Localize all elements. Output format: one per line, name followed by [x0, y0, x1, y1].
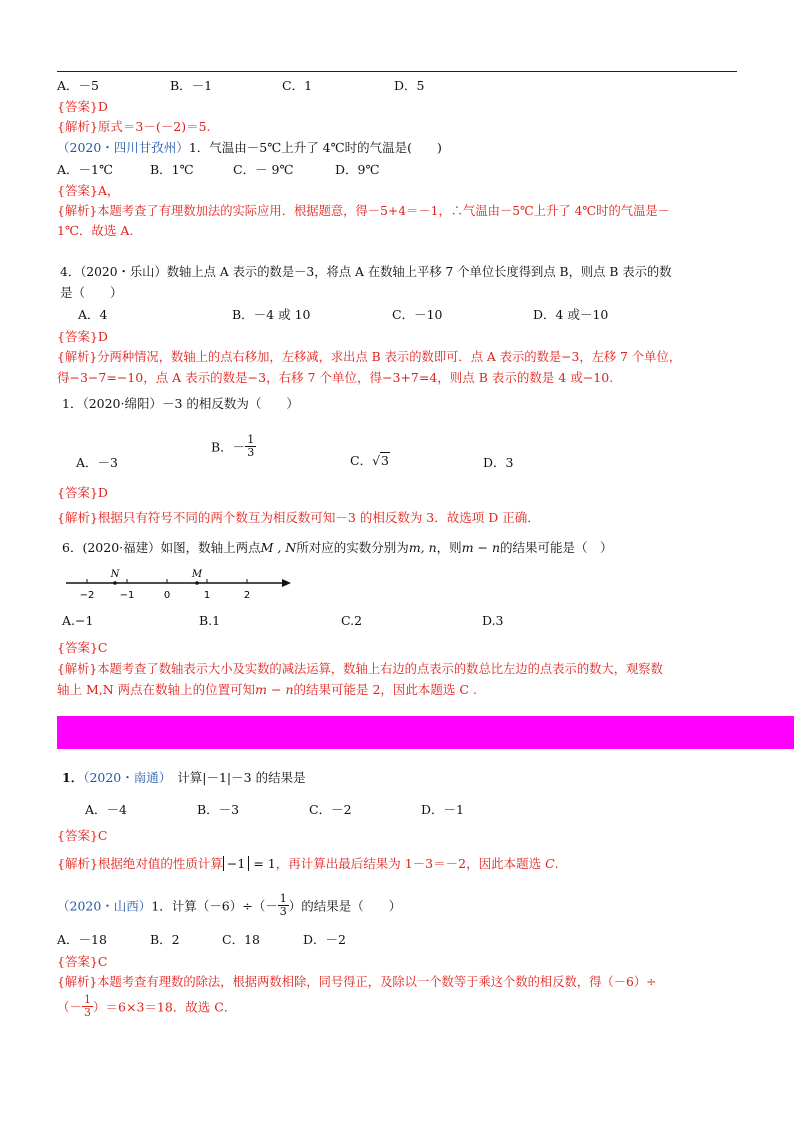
q5-option-d: D．－1	[421, 802, 464, 817]
q4-exp2-pre: 轴上 M,N 两点在数轴上的位置可知	[57, 682, 256, 697]
q2-option-d: D．4 或－10	[533, 307, 609, 322]
q6-fraction	[278, 893, 289, 918]
q4-exp2-expr: m − n	[255, 682, 294, 697]
q5-source: （2020・南通）	[83, 770, 172, 785]
q1-source: （2020・四川甘孜州）	[57, 140, 189, 155]
q2-explanation-line2: 得−3−7=−10，点 A 表示的数是−3，右移 7 个单位，得−3+7=4，则点 B 表示的数是 4 或−10.	[57, 370, 614, 385]
q4-number-line	[62, 566, 292, 602]
q5-exp-pre: {解析}根据绝对值的性质计算	[57, 856, 223, 871]
q0-answer: {答案}D	[57, 99, 108, 114]
q4-expr: m − n	[461, 540, 501, 555]
q3-answer: {答案}D	[57, 485, 108, 500]
q3-stem: 1．（2020·绵阳）－3 的相反数为（ ）	[62, 396, 299, 411]
q5-stem	[62, 768, 306, 786]
axis-tick-label: 1	[203, 590, 211, 601]
q1-answer: {答案}A，	[57, 183, 120, 198]
q1-stem-text: 1．气温由－5℃上升了 4℃时的气温是( )	[188, 140, 442, 155]
q4-option-a: A.−1	[62, 613, 94, 628]
axis-point-label: N	[110, 569, 120, 580]
q6-exp2-numerator: 1	[84, 993, 92, 1006]
q1-option-a: A．－1℃	[57, 162, 113, 177]
q3-option-d: D．3	[483, 455, 514, 470]
q6-answer: {答案}C	[57, 954, 108, 969]
q3-option-b-fraction	[245, 434, 256, 459]
q6-exp2-denominator: 3	[84, 1006, 92, 1019]
q3-option-b	[211, 434, 256, 459]
q3-radicand: 3	[381, 453, 389, 468]
q3-b-denominator: 3	[247, 446, 255, 459]
axis-tick-label: −1	[119, 590, 135, 601]
q6-option-d: D．－2	[303, 932, 346, 947]
q4-stem	[62, 538, 613, 556]
top-rule	[57, 71, 737, 72]
q3-option-c	[350, 451, 390, 469]
axis-arrow-icon	[282, 579, 291, 587]
q5-exp-c: C	[545, 856, 555, 871]
q1-explanation-line1: {解析}本题考查了有理数加法的实际应用．根据题意，得－5+4＝－1，∴气温由－5℃上升了 4℃时的气温是－	[57, 204, 670, 218]
q2-stem-line1: 4．（2020・乐山）数轴上点 A 表示的数是－3，将点 A 在数轴上平移 7 个单位长度得到点 B，则点 B 表示的数	[60, 265, 672, 279]
q6-exp2-end: ）＝6×3＝18．故选 C．	[93, 999, 237, 1015]
q2-option-c: C．－10	[392, 307, 443, 322]
q4-option-b: B.1	[199, 613, 221, 628]
q6-explanation-line1: {解析}本题考查有理数的除法，根据两数相除，同号得正，及除以一个数等于乘这个数的相反数，得（－6）÷	[57, 975, 657, 989]
q6-stem-pre: 1．计算（－6）÷（－	[151, 898, 278, 914]
q6-exp2-fraction	[82, 994, 93, 1019]
q5-number: 1．	[62, 770, 84, 785]
axis-point-M	[195, 581, 199, 585]
q4-explanation-line2	[57, 680, 477, 698]
section-divider-band	[57, 716, 794, 749]
q5-stem-text: 计算|－1|－3 的结果是	[177, 770, 306, 785]
q2-option-b: B．－4 或 10	[232, 307, 311, 322]
q6-exp2-pre: （－	[57, 999, 83, 1015]
q5-option-a: A．－4	[85, 802, 127, 817]
axis-point-N	[113, 581, 117, 585]
q3-sqrt: √3	[372, 453, 389, 468]
q2-explanation-line1: {解析}分两种情况，数轴上的点右移加，左移减，求出点 B 表示的数即可．点 A 表示的数是−3，左移 7 个单位，	[57, 350, 682, 364]
q5-explanation	[57, 854, 559, 872]
axis-tick-label: 0	[163, 590, 171, 601]
q3-explanation: {解析}根据只有符号不同的两个数互为相反数可知－3 的相反数为 3．故选项 D 正确．	[57, 510, 540, 525]
q0-explanation: {解析}原式＝3－(－2)＝5.	[57, 119, 211, 134]
q6-stem-end: ）的结果是（ ）	[288, 898, 402, 914]
q1-option-d: D．9℃	[335, 162, 380, 177]
q0-option-b: B．－1	[170, 78, 213, 93]
q6-option-b: B．2	[150, 932, 180, 947]
q3-option-c-prefix: C．	[350, 453, 373, 468]
q4-stem-mid: 所对应的实数分别为	[296, 540, 409, 555]
q4-stem-end: 的结果可能是（ ）	[500, 540, 613, 555]
q3-option-a: A．－3	[76, 455, 118, 470]
q0-option-c: C．1	[282, 78, 313, 93]
q5-option-b: B．－3	[197, 802, 240, 817]
q6-denominator: 3	[279, 905, 287, 918]
axis-point-label: M	[191, 569, 203, 580]
q3-option-b-prefix: B．－	[211, 439, 246, 455]
q5-answer-text: {答案}C	[57, 828, 108, 843]
q1-explanation-line2: 1℃．故选 A.	[57, 223, 134, 238]
q4-values-mn: m, n	[408, 540, 437, 555]
q2-option-a: A．4	[78, 307, 108, 322]
q4-answer: {答案}C	[57, 640, 108, 655]
q6-source: （2020・山西）	[57, 898, 152, 914]
q6-stem	[57, 893, 401, 918]
q6-numerator: 1	[279, 892, 287, 905]
q4-explanation-line1: {解析}本题考查了数轴表示大小及实数的减法运算，数轴上右边的点表示的数总比左边的点表示的数大，观察数	[57, 662, 663, 676]
q2-stem-line2: 是（ ）	[60, 285, 123, 300]
q5-answer	[57, 826, 107, 844]
q1-stem	[57, 138, 442, 156]
q5-option-c: C．－2	[309, 802, 352, 817]
q4-option-c: C.2	[341, 613, 363, 628]
q6-explanation-line2	[57, 994, 236, 1019]
q4-stem-pre: 6．(2020·福建）如图，数轴上两点	[62, 540, 261, 555]
q6-option-c: C．18	[222, 932, 260, 947]
q6-option-a: A．－18	[57, 932, 107, 947]
q5-abs-value: −1	[223, 856, 249, 871]
q4-option-d: D.3	[482, 613, 504, 628]
q2-answer: {答案}D	[57, 329, 108, 344]
q1-option-b: B．1℃	[150, 162, 194, 177]
q0-option-a: A．－5	[57, 78, 99, 93]
q4-stem-mid2: ，则	[436, 540, 462, 555]
q1-option-c: C．－ 9℃	[233, 162, 294, 177]
q5-abs-eq: = 1	[253, 856, 276, 871]
q5-exp-end: .	[554, 856, 559, 871]
axis-tick-label: −2	[79, 590, 95, 601]
q5-abs-expr	[223, 856, 276, 871]
q4-exp2-end: 的结果可能是 2，因此本题选 C .	[293, 682, 477, 697]
q4-points-mn: M , N	[260, 540, 297, 555]
axis-tick-label: 2	[243, 590, 251, 601]
q0-option-d: D．5	[394, 78, 425, 93]
q3-b-numerator: 1	[247, 433, 255, 446]
q5-exp-mid: ，再计算出最后结果为 1－3＝－2，因此本题选	[275, 856, 546, 871]
